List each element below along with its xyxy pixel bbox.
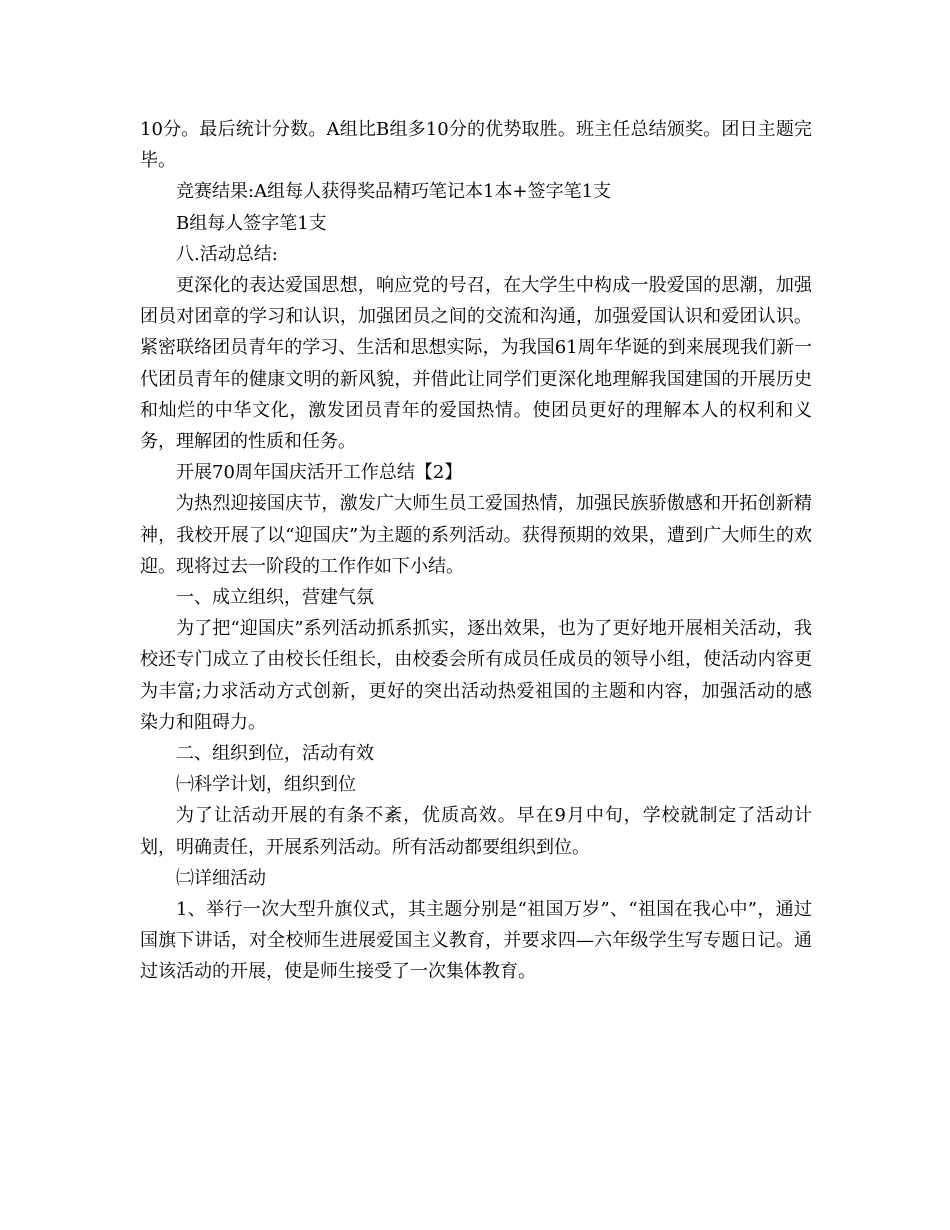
paragraph-continuation: 10分。最后统计分数。A组比B组多10分的优势取胜。班主任总结颁奖。团日主题完毕。 [140,119,812,172]
document-body [140,114,812,988]
paragraph-organization: 为了把“迎国庆”系列活动抓系抓实，逐出效果，也为了更好地开展相关活动，我校还专门成立了由校长任组长，由校委会所有成员任成员的领导小组，使活动内容更为丰富;力求活动方式创新，更好的突出活动热爱祖国的主题和内容，加强活动的感染力和阻碍力。 [140,618,812,733]
document-subtitle: 开展70周年国庆活开工作总结【2】 [176,462,463,484]
subsection-heading-detailed-activities: ㈡详细活动 [176,867,266,889]
section-heading-organization: 一、成立组织，营建气氛 [176,587,374,609]
section-heading-effective-activities: 二、组织到位，活动有效 [176,743,374,765]
section-heading-activity-summary: 八.活动总结: [176,243,278,265]
paragraph-flag-ceremony: 1、举行一次大型升旗仪式，其主题分别是“祖国万岁”、“祖国在我心中”，通过国旗下讲话，对全校师生进展爱国主义教育，并要求四—六年级学生写专题日记。通过该活动的开展，使是师生接受了一次集体教育。 [140,899,812,983]
paragraph-intro: 为热烈迎接国庆节，激发广大师生员工爱国热情，加强民族骄傲感和开拓创新精神，我校开展了以“迎国庆”为主题的系列活动。获得预期的效果，遭到广大师生的欢迎。现将过去一阶段的工作作如下小结。 [140,493,812,577]
paragraph-activity-summary: 更深化的表达爱国思想，响应党的号召，在大学生中构成一股爱国的思潮，加强团员对团章的学习和认识，加强团员之间的交流和沟通，加强爱国认识和爱团认识。紧密联络团员青年的学习、生活和思想实际，为我国61周年华诞的到来展现我们新一代团员青年的健康文明的新风貌，并借此让同学们更深化地理解我国建国的开展历史和灿烂的中华文化，激发团员青年的爱国热情。使团员更好的理解本人的权利和义务，理解团的性质和任务。 [140,275,812,453]
paragraph-contest-result-a: 竞赛结果:A组每人获得奖品精巧笔记本1本+签字笔1支 [176,181,612,203]
paragraph-planning: 为了让活动开展的有条不紊，优质高效。早在9月中旬，学校就制定了活动计划，明确责任，开展系列活动。所有活动都要组织到位。 [140,805,812,858]
subsection-heading-planning: ㈠科学计划，组织到位 [176,774,356,796]
paragraph-contest-result-b: B组每人签字笔1支 [176,212,327,234]
